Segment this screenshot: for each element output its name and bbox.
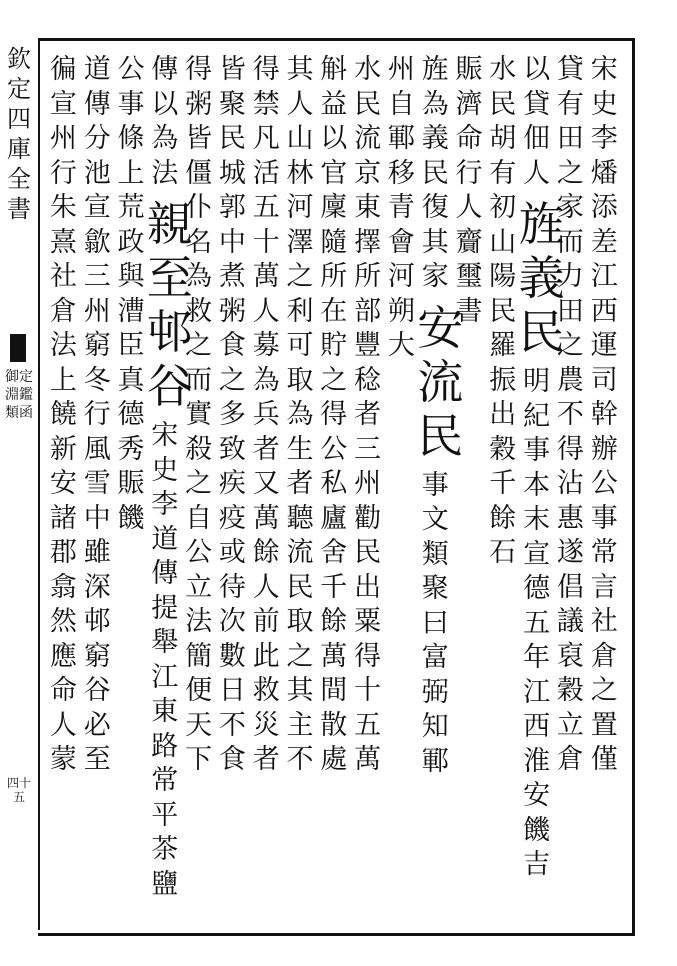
text-column (451, 53, 487, 329)
column-text: 以貸佃人 (523, 54, 551, 189)
text-column (113, 53, 149, 536)
column-text: 斛益以官廩隨所在貯之得公私廬舍千餘萬間散處 (320, 54, 348, 775)
column-text: 明紀事本末宣德五年江西淮安饑吉 (523, 366, 551, 880)
column-text: 其人山林河澤之利可取為生者聽流民取之其主不 (286, 54, 314, 775)
text-column (383, 53, 419, 364)
column-text: 旌為義民復其家 (421, 54, 449, 292)
text-column (552, 53, 588, 778)
book-series-title: 欽定四庫全書 (7, 45, 31, 223)
text-column (146, 53, 193, 902)
column-text: 傳以為法 (151, 54, 179, 189)
column-text: 公事條上荒政與漕臣真德秀賑饑 (117, 54, 145, 534)
section-heading: 親至邨谷 (146, 197, 193, 413)
column-text: 事文類聚曰富弼知鄆 (421, 469, 449, 777)
left-margin-strip (0, 38, 40, 930)
text-column (214, 53, 250, 778)
column-text: 得粥皆僵仆名為救之而實殺之自公立法簡便天下 (185, 54, 213, 775)
column-text: 道傳分池宣歙三州窮冬行風雪中雖深邨窮谷必至 (83, 54, 111, 775)
column-text: 得禁凡活五十萬人募為兵者又萬餘人前此救災者 (252, 54, 280, 775)
text-column (248, 53, 284, 778)
column-text: 水民流京東擇所部豐稔者三州勸民出粟得十五萬 (354, 54, 382, 775)
fishtail-mark (10, 334, 26, 362)
text-column (417, 53, 464, 779)
column-text: 賑濟命行人齎璽書 (455, 54, 483, 327)
section-heading: 安流民 (417, 300, 464, 463)
text-column (45, 53, 81, 778)
section-heading: 旌義民 (518, 197, 565, 359)
page-number: 四十五 (6, 776, 31, 804)
text-column (79, 53, 115, 778)
column-text: 州自鄆移青會河朔大 (387, 54, 415, 361)
text-column (350, 53, 386, 778)
text-column (282, 53, 318, 778)
column-text: 水民胡有初山陽民羅振出穀千餘石 (489, 54, 517, 568)
column-text: 貸有田之家而力田之農不得沾惠遂倡議裒穀立倉 (556, 54, 584, 775)
column-text: 皆聚民城郭中煮粥食之多致疾疫或待次數日不食 (218, 54, 246, 775)
text-column (181, 53, 217, 778)
text-column (518, 53, 565, 883)
book-title: 御定淵鑑類函 (5, 369, 33, 421)
column-text: 宋史李道傳提舉江東路常平茶鹽 (151, 420, 179, 900)
text-column (316, 53, 352, 778)
column-text: 宋史李燔添差江西運司幹辦公事常言社倉之置僅 (590, 54, 618, 775)
text-column (586, 53, 622, 778)
column-text: 徧宣州行朱熹社倉法上饒新安諸郡翕然應命人蒙 (49, 54, 77, 775)
text-column (485, 53, 521, 571)
